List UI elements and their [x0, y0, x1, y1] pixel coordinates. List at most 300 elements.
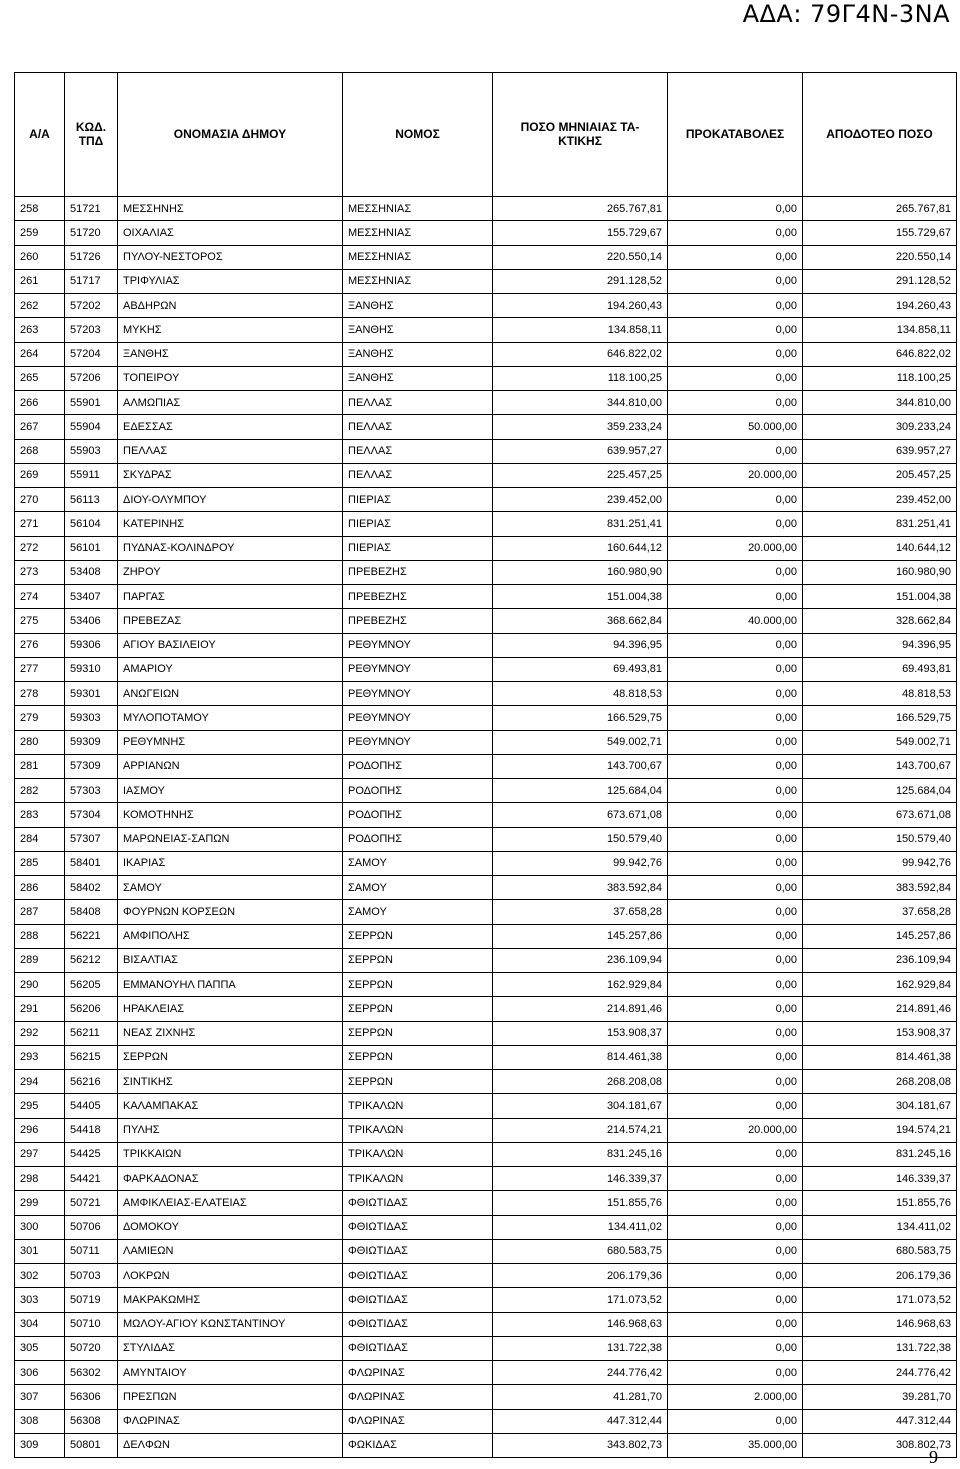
cell-aa: 297: [15, 1142, 65, 1166]
cell-tpd-code: 59301: [65, 682, 118, 706]
table-row: [15, 1167, 957, 1191]
header-advances: ΠΡΟΚΑΤΑΒΟΛΕΣ: [668, 73, 803, 191]
cell-payable-amount: 48.818,53: [803, 682, 957, 706]
table-row: [15, 876, 957, 900]
cell-prefecture: ΣΕΡΡΩΝ: [343, 924, 493, 948]
cell-prefecture: ΣΕΡΡΩΝ: [343, 948, 493, 972]
cell-tpd-code: 51726: [65, 245, 118, 269]
cell-payable-amount: 447.312,44: [803, 1409, 957, 1433]
cell-tpd-code: 56216: [65, 1070, 118, 1094]
cell-prefecture: ΠΕΛΛΑΣ: [343, 391, 493, 415]
cell-payable-amount: 118.100,25: [803, 366, 957, 390]
cell-tpd-code: 56308: [65, 1409, 118, 1433]
cell-monthly-amount: 304.181,67: [493, 1094, 668, 1118]
table-row: [15, 609, 957, 633]
cell-prefecture: ΠΙΕΡΙΑΣ: [343, 512, 493, 536]
cell-municipality: ΣΙΝΤΙΚΗΣ: [118, 1070, 343, 1094]
cell-prefecture: ΣΕΡΡΩΝ: [343, 973, 493, 997]
cell-advances: 0,00: [668, 512, 803, 536]
cell-monthly-amount: 131.722,38: [493, 1336, 668, 1360]
cell-prefecture: ΡΕΘΥΜΝΟΥ: [343, 657, 493, 681]
cell-monthly-amount: 160.980,90: [493, 560, 668, 584]
cell-municipality: ΟΙΧΑΛΙΑΣ: [118, 221, 343, 245]
cell-advances: 0,00: [668, 730, 803, 754]
cell-payable-amount: 166.529,75: [803, 706, 957, 730]
cell-aa: 281: [15, 754, 65, 778]
cell-municipality: ΣΤΥΛΙΔΑΣ: [118, 1336, 343, 1360]
cell-prefecture: ΣΑΜΟΥ: [343, 900, 493, 924]
cell-advances: 0,00: [668, 391, 803, 415]
cell-payable-amount: 134.858,11: [803, 318, 957, 342]
cell-payable-amount: 309.233,24: [803, 415, 957, 439]
cell-monthly-amount: 831.251,41: [493, 512, 668, 536]
cell-tpd-code: 56206: [65, 997, 118, 1021]
cell-aa: 275: [15, 609, 65, 633]
cell-municipality: ΠΡΕΣΠΩΝ: [118, 1385, 343, 1409]
cell-tpd-code: 54418: [65, 1118, 118, 1142]
cell-tpd-code: 53407: [65, 585, 118, 609]
cell-payable-amount: 171.073,52: [803, 1288, 957, 1312]
table-row: [15, 1094, 957, 1118]
cell-tpd-code: 55901: [65, 391, 118, 415]
cell-tpd-code: 57206: [65, 366, 118, 390]
cell-municipality: ΑΜΦΙΚΛΕΙΑΣ-ΕΛΑΤΕΙΑΣ: [118, 1191, 343, 1215]
cell-aa: 298: [15, 1167, 65, 1191]
cell-tpd-code: 55903: [65, 439, 118, 463]
cell-advances: 0,00: [668, 1142, 803, 1166]
cell-tpd-code: 56104: [65, 512, 118, 536]
cell-aa: 269: [15, 463, 65, 487]
cell-aa: 274: [15, 585, 65, 609]
cell-prefecture: ΠΕΛΛΑΣ: [343, 439, 493, 463]
cell-payable-amount: 639.957,27: [803, 439, 957, 463]
cell-municipality: ΙΑΣΜΟΥ: [118, 779, 343, 803]
cell-aa: 273: [15, 560, 65, 584]
cell-aa: 307: [15, 1385, 65, 1409]
cell-tpd-code: 58401: [65, 851, 118, 875]
cell-monthly-amount: 194.260,43: [493, 294, 668, 318]
cell-prefecture: ΦΘΙΩΤΙΔΑΣ: [343, 1239, 493, 1263]
cell-monthly-amount: 236.109,94: [493, 948, 668, 972]
cell-advances: 0,00: [668, 1215, 803, 1239]
table-row: [15, 1312, 957, 1336]
cell-advances: 0,00: [668, 1167, 803, 1191]
cell-payable-amount: 236.109,94: [803, 948, 957, 972]
cell-prefecture: ΦΘΙΩΤΙΔΑΣ: [343, 1264, 493, 1288]
cell-monthly-amount: 160.644,12: [493, 536, 668, 560]
cell-prefecture: ΦΛΩΡΙΝΑΣ: [343, 1385, 493, 1409]
cell-tpd-code: 55911: [65, 463, 118, 487]
cell-advances: 20.000,00: [668, 463, 803, 487]
cell-advances: 0,00: [668, 1094, 803, 1118]
cell-payable-amount: 214.891,46: [803, 997, 957, 1021]
cell-prefecture: ΜΕΣΣΗΝΙΑΣ: [343, 245, 493, 269]
table-row: [15, 827, 957, 851]
cell-aa: 258: [15, 197, 65, 221]
cell-advances: 0,00: [668, 439, 803, 463]
cell-tpd-code: 59309: [65, 730, 118, 754]
cell-prefecture: ΦΘΙΩΤΙΔΑΣ: [343, 1288, 493, 1312]
table-row: [15, 1336, 957, 1360]
cell-advances: 0,00: [668, 366, 803, 390]
cell-advances: 0,00: [668, 1409, 803, 1433]
cell-aa: 294: [15, 1070, 65, 1094]
cell-advances: 0,00: [668, 1239, 803, 1263]
cell-aa: 266: [15, 391, 65, 415]
cell-municipality: ΜΑΡΩΝΕΙΑΣ-ΣΑΠΩΝ: [118, 827, 343, 851]
table-row: [15, 391, 957, 415]
cell-monthly-amount: 134.411,02: [493, 1215, 668, 1239]
cell-tpd-code: 51717: [65, 269, 118, 293]
cell-tpd-code: 58402: [65, 876, 118, 900]
cell-prefecture: ΠΕΛΛΑΣ: [343, 415, 493, 439]
cell-tpd-code: 51720: [65, 221, 118, 245]
table-row: [15, 269, 957, 293]
cell-municipality: ΠΕΛΛΑΣ: [118, 439, 343, 463]
cell-prefecture: ΞΑΝΘΗΣ: [343, 294, 493, 318]
table-row: [15, 342, 957, 366]
cell-municipality: ΛΑΜΙΕΩΝ: [118, 1239, 343, 1263]
table-row: [15, 439, 957, 463]
cell-monthly-amount: 69.493,81: [493, 657, 668, 681]
cell-monthly-amount: 291.128,52: [493, 269, 668, 293]
cell-municipality: ΦΟΥΡΝΩΝ ΚΟΡΣΕΩΝ: [118, 900, 343, 924]
cell-prefecture: ΞΑΝΘΗΣ: [343, 366, 493, 390]
cell-advances: 0,00: [668, 1021, 803, 1045]
cell-payable-amount: 831.251,41: [803, 512, 957, 536]
cell-advances: 0,00: [668, 754, 803, 778]
table-body: [15, 73, 957, 1458]
cell-prefecture: ΞΑΝΘΗΣ: [343, 342, 493, 366]
cell-tpd-code: 56215: [65, 1045, 118, 1069]
municipality-payments-table: [14, 72, 957, 1458]
cell-monthly-amount: 48.818,53: [493, 682, 668, 706]
table-row: [15, 973, 957, 997]
cell-monthly-amount: 153.908,37: [493, 1021, 668, 1045]
cell-aa: 268: [15, 439, 65, 463]
cell-municipality: ΑΡΡΙΑΝΩΝ: [118, 754, 343, 778]
cell-monthly-amount: 383.592,84: [493, 876, 668, 900]
cell-payable-amount: 143.700,67: [803, 754, 957, 778]
cell-advances: 0,00: [668, 851, 803, 875]
table-row: [15, 1021, 957, 1045]
cell-payable-amount: 304.181,67: [803, 1094, 957, 1118]
cell-monthly-amount: 118.100,25: [493, 366, 668, 390]
cell-advances: 0,00: [668, 633, 803, 657]
cell-aa: 288: [15, 924, 65, 948]
cell-payable-amount: 383.592,84: [803, 876, 957, 900]
cell-tpd-code: 56212: [65, 948, 118, 972]
cell-advances: 20.000,00: [668, 536, 803, 560]
cell-tpd-code: 50719: [65, 1288, 118, 1312]
cell-advances: 0,00: [668, 973, 803, 997]
cell-payable-amount: 125.684,04: [803, 779, 957, 803]
cell-aa: 306: [15, 1361, 65, 1385]
cell-monthly-amount: 146.968,63: [493, 1312, 668, 1336]
cell-payable-amount: 99.942,76: [803, 851, 957, 875]
table-row: [15, 900, 957, 924]
cell-municipality: ΣΚΥΔΡΑΣ: [118, 463, 343, 487]
cell-payable-amount: 194.574,21: [803, 1118, 957, 1142]
cell-monthly-amount: 37.658,28: [493, 900, 668, 924]
cell-municipality: ΠΑΡΓΑΣ: [118, 585, 343, 609]
cell-municipality: ΑΛΜΩΠΙΑΣ: [118, 391, 343, 415]
cell-monthly-amount: 162.929,84: [493, 973, 668, 997]
cell-aa: 282: [15, 779, 65, 803]
cell-tpd-code: 56101: [65, 536, 118, 560]
table-row: [15, 779, 957, 803]
cell-prefecture: ΣΕΡΡΩΝ: [343, 997, 493, 1021]
cell-prefecture: ΡΟΔΟΠΗΣ: [343, 779, 493, 803]
cell-aa: 276: [15, 633, 65, 657]
cell-aa: 283: [15, 803, 65, 827]
header-payable-amount: ΑΠΟΔΟΤΕΟ ΠΟΣΟ: [803, 73, 957, 191]
cell-prefecture: ΣΕΡΡΩΝ: [343, 1070, 493, 1094]
cell-aa: 287: [15, 900, 65, 924]
cell-monthly-amount: 368.662,84: [493, 609, 668, 633]
cell-municipality: ΔΕΛΦΩΝ: [118, 1433, 343, 1457]
table-row: [15, 221, 957, 245]
cell-prefecture: ΡΟΔΟΠΗΣ: [343, 754, 493, 778]
table-row: [15, 1385, 957, 1409]
cell-tpd-code: 57202: [65, 294, 118, 318]
cell-monthly-amount: 225.457,25: [493, 463, 668, 487]
cell-municipality: ΦΑΡΚΑΔΟΝΑΣ: [118, 1167, 343, 1191]
cell-monthly-amount: 94.396,95: [493, 633, 668, 657]
table-row: [15, 366, 957, 390]
cell-payable-amount: 344.810,00: [803, 391, 957, 415]
cell-aa: 289: [15, 948, 65, 972]
cell-municipality: ΔΟΜΟΚΟΥ: [118, 1215, 343, 1239]
cell-payable-amount: 549.002,71: [803, 730, 957, 754]
table-row: [15, 948, 957, 972]
table-row: [15, 633, 957, 657]
cell-advances: 20.000,00: [668, 1118, 803, 1142]
cell-advances: 0,00: [668, 342, 803, 366]
cell-monthly-amount: 239.452,00: [493, 488, 668, 512]
cell-aa: 284: [15, 827, 65, 851]
cell-monthly-amount: 151.004,38: [493, 585, 668, 609]
cell-municipality: ΔΙΟΥ-ΟΛΥΜΠΟΥ: [118, 488, 343, 512]
cell-prefecture: ΦΘΙΩΤΙΔΑΣ: [343, 1336, 493, 1360]
cell-monthly-amount: 265.767,81: [493, 197, 668, 221]
cell-municipality: ΙΚΑΡΙΑΣ: [118, 851, 343, 875]
table-row: [15, 1264, 957, 1288]
cell-monthly-amount: 143.700,67: [493, 754, 668, 778]
cell-municipality: ΕΜΜΑΝΟΥΗΛ ΠΑΠΠΑ: [118, 973, 343, 997]
cell-municipality: ΗΡΑΚΛΕΙΑΣ: [118, 997, 343, 1021]
cell-tpd-code: 56306: [65, 1385, 118, 1409]
cell-tpd-code: 50711: [65, 1239, 118, 1263]
cell-advances: 0,00: [668, 318, 803, 342]
cell-prefecture: ΠΡΕΒΕΖΗΣ: [343, 609, 493, 633]
cell-monthly-amount: 343.802,73: [493, 1433, 668, 1457]
cell-municipality: ΤΟΠΕΙΡΟΥ: [118, 366, 343, 390]
cell-tpd-code: 50703: [65, 1264, 118, 1288]
cell-tpd-code: 56221: [65, 924, 118, 948]
table-row: [15, 997, 957, 1021]
cell-payable-amount: 265.767,81: [803, 197, 957, 221]
cell-prefecture: ΜΕΣΣΗΝΙΑΣ: [343, 269, 493, 293]
cell-prefecture: ΤΡΙΚΑΛΩΝ: [343, 1118, 493, 1142]
cell-municipality: ΚΟΜΟΤΗΝΗΣ: [118, 803, 343, 827]
cell-monthly-amount: 680.583,75: [493, 1239, 668, 1263]
table-row: [15, 294, 957, 318]
cell-aa: 305: [15, 1336, 65, 1360]
cell-monthly-amount: 145.257,86: [493, 924, 668, 948]
cell-aa: 279: [15, 706, 65, 730]
cell-payable-amount: 308.802,73: [803, 1433, 957, 1457]
cell-monthly-amount: 125.684,04: [493, 779, 668, 803]
cell-monthly-amount: 447.312,44: [493, 1409, 668, 1433]
cell-aa: 277: [15, 657, 65, 681]
cell-payable-amount: 94.396,95: [803, 633, 957, 657]
cell-aa: 290: [15, 973, 65, 997]
cell-advances: 0,00: [668, 1045, 803, 1069]
cell-tpd-code: 56211: [65, 1021, 118, 1045]
cell-municipality: ΑΜΦΙΠΟΛΗΣ: [118, 924, 343, 948]
cell-prefecture: ΣΕΡΡΩΝ: [343, 1021, 493, 1045]
header-municipality: ΟΝΟΜΑΣΙΑ ΔΗΜΟΥ: [118, 73, 343, 191]
table-row: [15, 1361, 957, 1385]
cell-prefecture: ΠΕΛΛΑΣ: [343, 463, 493, 487]
cell-advances: 0,00: [668, 1336, 803, 1360]
cell-municipality: ΜΥΛΟΠΟΤΑΜΟΥ: [118, 706, 343, 730]
cell-advances: 0,00: [668, 221, 803, 245]
cell-municipality: ΤΡΙΚΚΑΙΩΝ: [118, 1142, 343, 1166]
cell-payable-amount: 37.658,28: [803, 900, 957, 924]
cell-advances: 0,00: [668, 657, 803, 681]
cell-payable-amount: 145.257,86: [803, 924, 957, 948]
table-row: [15, 245, 957, 269]
cell-municipality: ΜΥΚΗΣ: [118, 318, 343, 342]
cell-tpd-code: 50706: [65, 1215, 118, 1239]
cell-payable-amount: 680.583,75: [803, 1239, 957, 1263]
table-row: [15, 851, 957, 875]
table-row: [15, 585, 957, 609]
cell-prefecture: ΦΩΚΙΔΑΣ: [343, 1433, 493, 1457]
cell-monthly-amount: 359.233,24: [493, 415, 668, 439]
cell-prefecture: ΦΘΙΩΤΙΔΑΣ: [343, 1215, 493, 1239]
cell-municipality: ΑΜΥΝΤΑΙΟΥ: [118, 1361, 343, 1385]
cell-monthly-amount: 814.461,38: [493, 1045, 668, 1069]
cell-tpd-code: 54425: [65, 1142, 118, 1166]
cell-prefecture: ΠΡΕΒΕΖΗΣ: [343, 560, 493, 584]
cell-advances: 0,00: [668, 827, 803, 851]
cell-payable-amount: 831.245,16: [803, 1142, 957, 1166]
cell-advances: 0,00: [668, 924, 803, 948]
cell-monthly-amount: 155.729,67: [493, 221, 668, 245]
table-row: [15, 682, 957, 706]
table-row: [15, 1409, 957, 1433]
cell-payable-amount: 39.281,70: [803, 1385, 957, 1409]
cell-aa: 272: [15, 536, 65, 560]
cell-tpd-code: 57204: [65, 342, 118, 366]
cell-payable-amount: 153.908,37: [803, 1021, 957, 1045]
cell-advances: 2.000,00: [668, 1385, 803, 1409]
cell-prefecture: ΦΛΩΡΙΝΑΣ: [343, 1409, 493, 1433]
cell-municipality: ΦΛΩΡΙΝΑΣ: [118, 1409, 343, 1433]
cell-aa: 309: [15, 1433, 65, 1457]
table-row: [15, 706, 957, 730]
cell-tpd-code: 53406: [65, 609, 118, 633]
cell-aa: 271: [15, 512, 65, 536]
table-row: [15, 1191, 957, 1215]
cell-monthly-amount: 549.002,71: [493, 730, 668, 754]
cell-advances: 0,00: [668, 706, 803, 730]
cell-aa: 260: [15, 245, 65, 269]
cell-payable-amount: 134.411,02: [803, 1215, 957, 1239]
header-tpd-code: ΚΩΔ. ΤΠΔ: [65, 73, 118, 191]
cell-advances: 0,00: [668, 488, 803, 512]
cell-municipality: ΚΑΛΑΜΠΑΚΑΣ: [118, 1094, 343, 1118]
cell-tpd-code: 57304: [65, 803, 118, 827]
cell-tpd-code: 57303: [65, 779, 118, 803]
table-row: [15, 488, 957, 512]
cell-tpd-code: 59310: [65, 657, 118, 681]
cell-payable-amount: 151.004,38: [803, 585, 957, 609]
cell-prefecture: ΤΡΙΚΑΛΩΝ: [343, 1142, 493, 1166]
table-row: [15, 1288, 957, 1312]
cell-monthly-amount: 831.245,16: [493, 1142, 668, 1166]
cell-tpd-code: 54421: [65, 1167, 118, 1191]
cell-municipality: ΠΥΔΝΑΣ-ΚΟΛΙΝΔΡΟΥ: [118, 536, 343, 560]
cell-monthly-amount: 99.942,76: [493, 851, 668, 875]
cell-municipality: ΤΡΙΦΥΛΙΑΣ: [118, 269, 343, 293]
cell-prefecture: ΡΟΔΟΠΗΣ: [343, 803, 493, 827]
cell-prefecture: ΦΛΩΡΙΝΑΣ: [343, 1361, 493, 1385]
cell-monthly-amount: 166.529,75: [493, 706, 668, 730]
cell-aa: 265: [15, 366, 65, 390]
cell-municipality: ΜΕΣΣΗΝΗΣ: [118, 197, 343, 221]
cell-municipality: ΑΜΑΡΙΟΥ: [118, 657, 343, 681]
table-row: [15, 924, 957, 948]
cell-advances: 0,00: [668, 1312, 803, 1336]
cell-aa: 293: [15, 1045, 65, 1069]
cell-payable-amount: 268.208,08: [803, 1070, 957, 1094]
cell-aa: 303: [15, 1288, 65, 1312]
cell-payable-amount: 291.128,52: [803, 269, 957, 293]
cell-prefecture: ΞΑΝΘΗΣ: [343, 318, 493, 342]
cell-tpd-code: 50720: [65, 1336, 118, 1360]
cell-aa: 291: [15, 997, 65, 1021]
cell-monthly-amount: 673.671,08: [493, 803, 668, 827]
cell-municipality: ΣΕΡΡΩΝ: [118, 1045, 343, 1069]
cell-tpd-code: 59303: [65, 706, 118, 730]
table-row: [15, 197, 957, 221]
cell-tpd-code: 57307: [65, 827, 118, 851]
cell-aa: 280: [15, 730, 65, 754]
cell-municipality: ΖΗΡΟΥ: [118, 560, 343, 584]
cell-municipality: ΠΡΕΒΕΖΑΣ: [118, 609, 343, 633]
cell-monthly-amount: 344.810,00: [493, 391, 668, 415]
table-row: [15, 657, 957, 681]
table-row: [15, 318, 957, 342]
cell-prefecture: ΡΕΘΥΜΝΟΥ: [343, 706, 493, 730]
cell-payable-amount: 155.729,67: [803, 221, 957, 245]
header-monthly-amount: ΠΟΣΟ ΜΗΝΙΑΙΑΣ ΤΑ- ΚΤΙΚΗΣ: [493, 73, 668, 191]
table-row: [15, 536, 957, 560]
cell-advances: 0,00: [668, 269, 803, 293]
cell-payable-amount: 220.550,14: [803, 245, 957, 269]
table-row: [15, 803, 957, 827]
cell-municipality: ΜΩΛΟΥ-ΑΓΙΟΥ ΚΩΝΣΤΑΝΤΙΝΟΥ: [118, 1312, 343, 1336]
cell-payable-amount: 206.179,36: [803, 1264, 957, 1288]
cell-monthly-amount: 206.179,36: [493, 1264, 668, 1288]
cell-aa: 267: [15, 415, 65, 439]
table-row: [15, 730, 957, 754]
header-aa: Α/Α: [15, 73, 65, 191]
